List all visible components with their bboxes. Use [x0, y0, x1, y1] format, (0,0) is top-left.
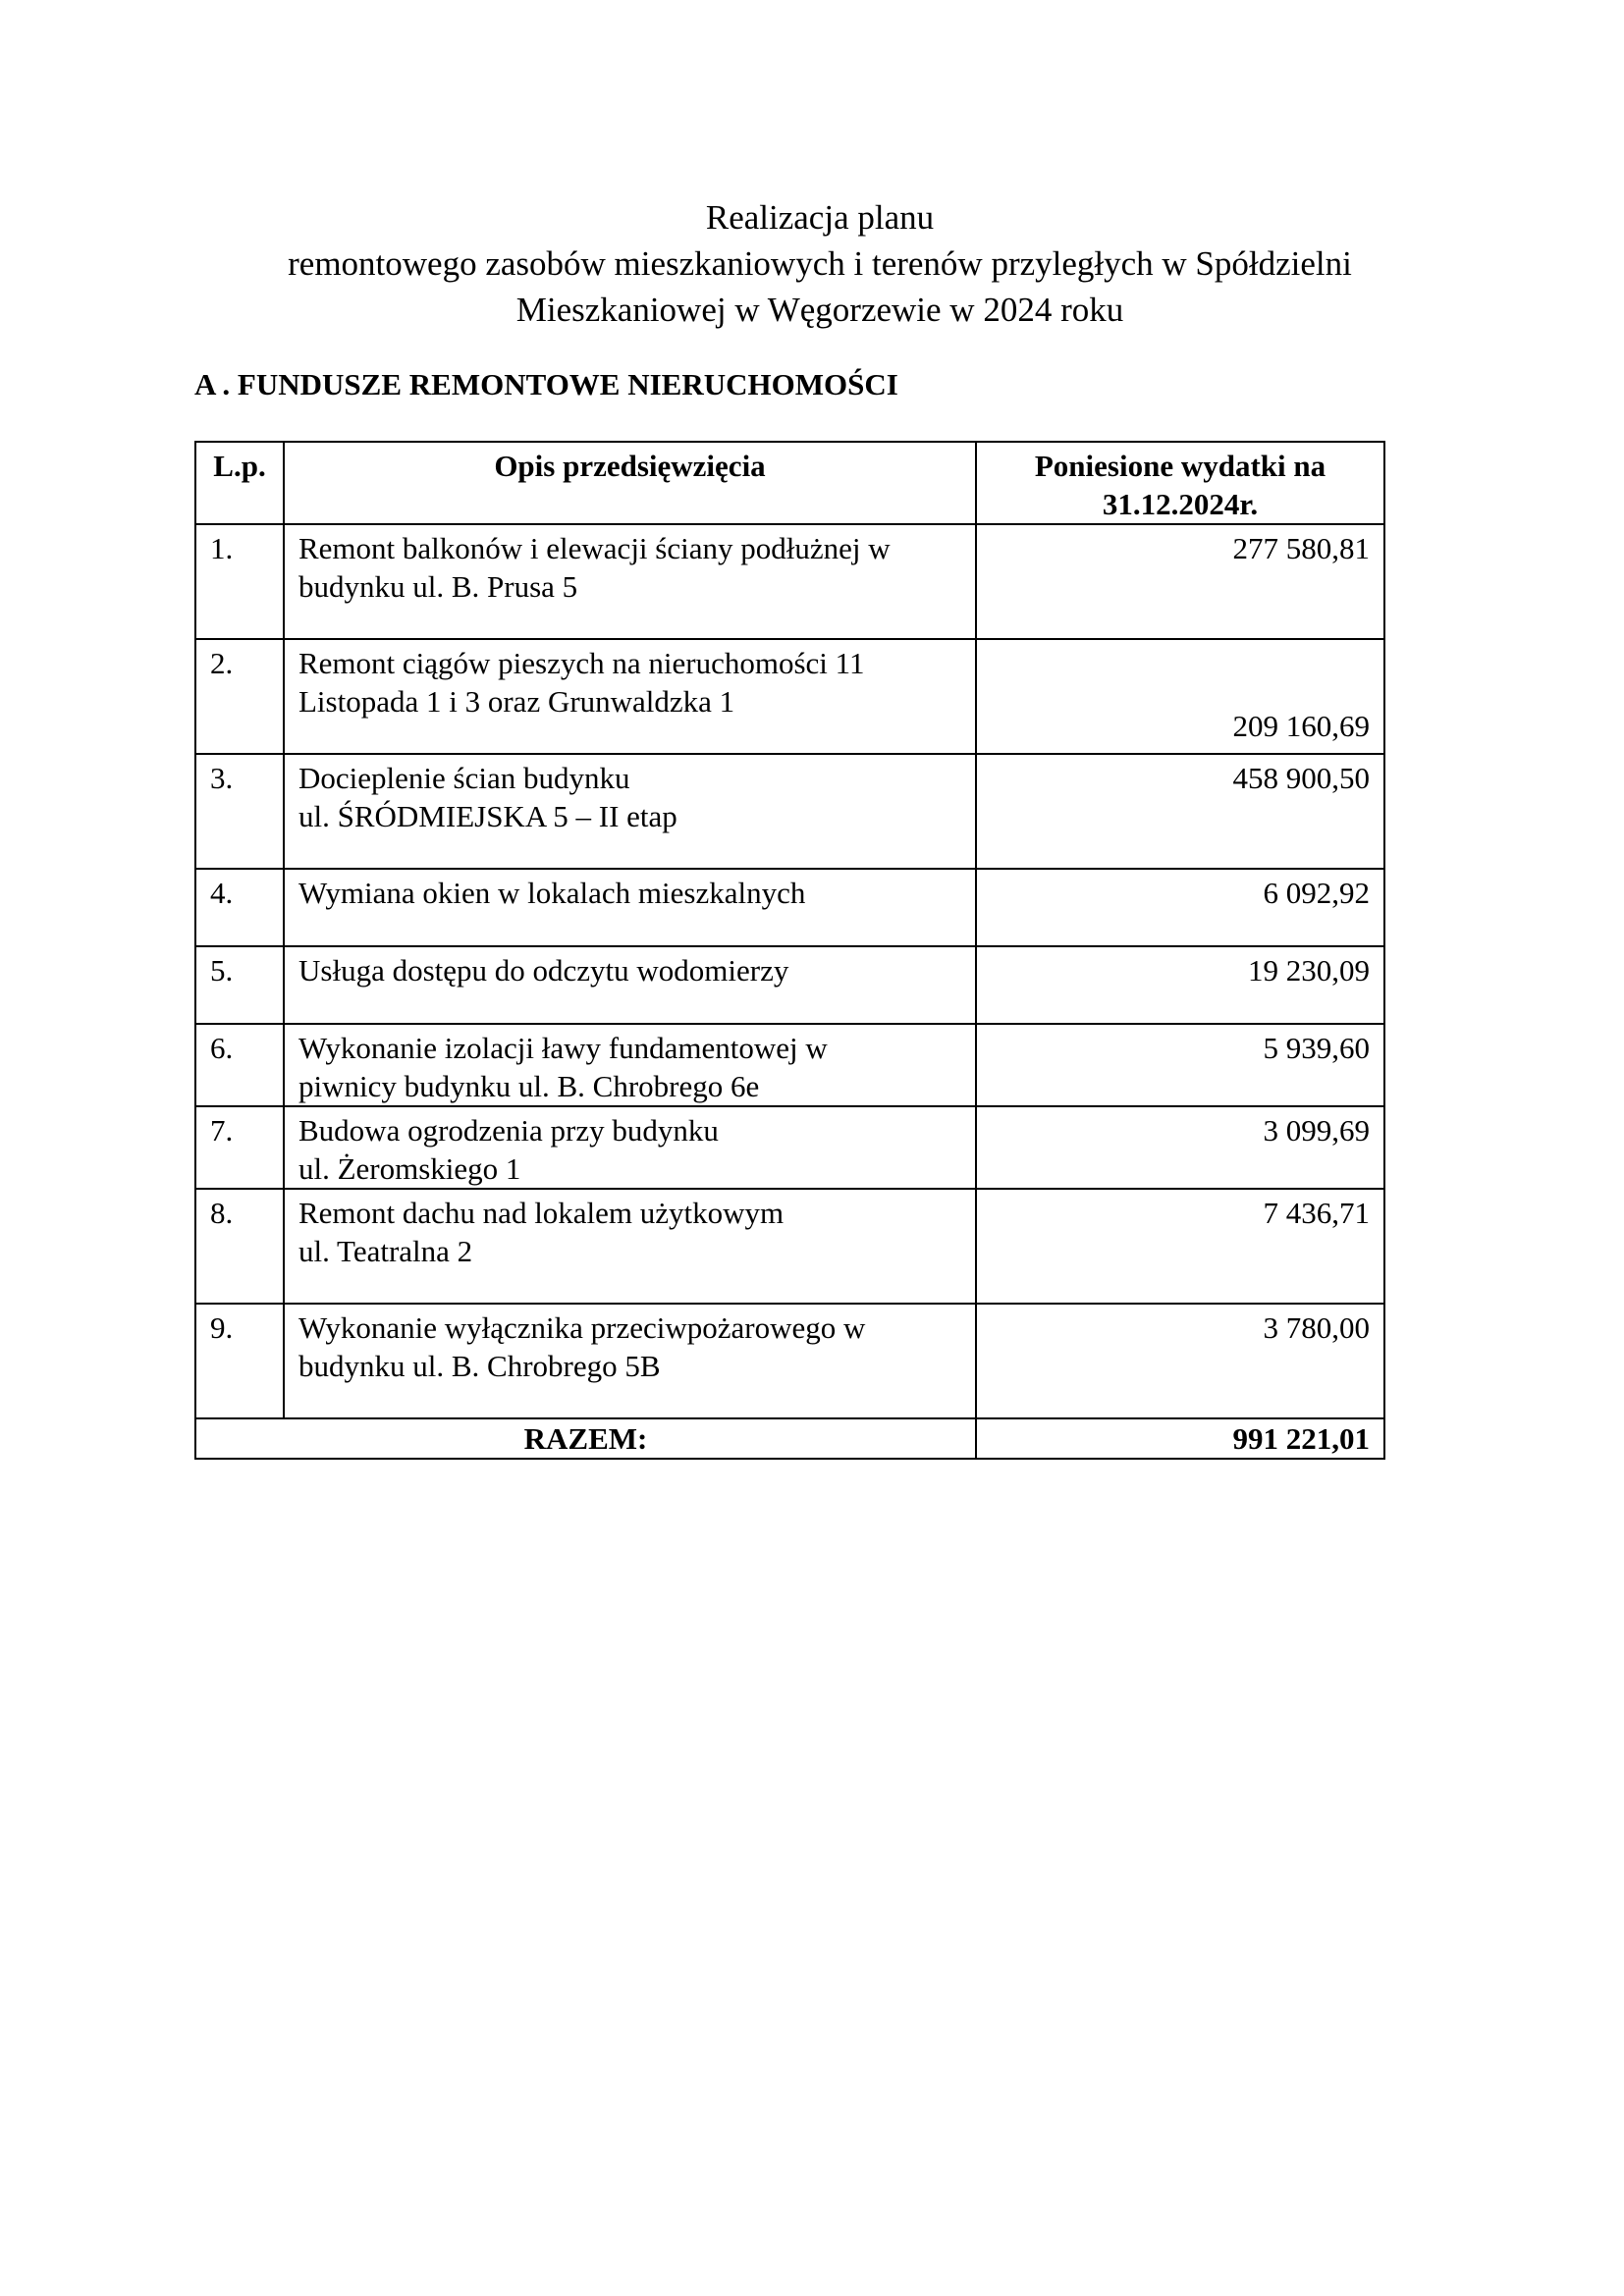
row-description-line-2: ul. Teatralna 2	[298, 1234, 473, 1268]
row-amount: 209 160,69	[976, 639, 1384, 754]
row-lp: 3.	[195, 754, 284, 869]
row-lp: 2.	[195, 639, 284, 754]
header-lp: L.p.	[195, 442, 284, 524]
row-lp: 6.	[195, 1024, 284, 1106]
row-description	[284, 1024, 976, 1106]
row-description-line-2: budynku ul. B. Prusa 5	[298, 569, 578, 604]
header-description: Opis przedsięwzięcia	[284, 442, 976, 524]
row-description-line-1: Docieplenie ścian budynku	[298, 761, 630, 795]
row-amount: 277 580,81	[976, 524, 1384, 639]
row-lp: 7.	[195, 1106, 284, 1189]
total-amount: 991 221,01	[976, 1418, 1384, 1459]
row-description	[284, 1304, 976, 1418]
row-description-line-1: Budowa ogrodzenia przy budynku	[298, 1113, 719, 1148]
row-lp: 8.	[195, 1189, 284, 1304]
row-description	[284, 524, 976, 639]
row-description	[284, 639, 976, 754]
row-description-line-1: Remont balkonów i elewacji ściany podłużnej w	[298, 531, 891, 565]
row-lp: 9.	[195, 1304, 284, 1418]
table-row	[195, 869, 1384, 946]
row-lp: 4.	[195, 869, 284, 946]
header-expenses-line-1: Poniesione wydatki na	[1034, 449, 1326, 483]
row-description-line-2: budynku ul. B. Chrobrego 5B	[298, 1349, 661, 1383]
row-description-line-1: Wykonanie wyłącznika przeciwpożarowego w	[298, 1310, 866, 1345]
table-row	[195, 754, 1384, 869]
document-title	[147, 194, 1492, 333]
table-row	[195, 946, 1384, 1024]
header-expenses	[976, 442, 1384, 524]
row-amount: 3 099,69	[976, 1106, 1384, 1189]
row-amount: 5 939,60	[976, 1024, 1384, 1106]
row-amount: 458 900,50	[976, 754, 1384, 869]
row-description-line-1: Remont dachu nad lokalem użytkowym	[298, 1196, 785, 1230]
table-header-row	[195, 442, 1384, 524]
row-amount: 6 092,92	[976, 869, 1384, 946]
total-label: RAZEM:	[195, 1418, 976, 1459]
table-row	[195, 1106, 1384, 1189]
row-description-line-2: Listopada 1 i 3 oraz Grunwaldzka 1	[298, 684, 735, 719]
row-amount: 19 230,09	[976, 946, 1384, 1024]
table-row	[195, 1024, 1384, 1106]
row-description-line-2: ul. ŚRÓDMIEJSKA 5 – II etap	[298, 799, 677, 833]
table-total-row	[195, 1418, 1384, 1459]
row-description-line-1: Remont ciągów pieszych na nieruchomości 11	[298, 646, 865, 680]
table-row	[195, 639, 1384, 754]
row-description	[284, 1106, 976, 1189]
section-heading: A . FUNDUSZE REMONTOWE NIERUCHOMOŚCI	[194, 367, 898, 401]
title-line-3: Mieszkaniowej w Węgorzewie w 2024 roku	[515, 291, 1124, 329]
row-description-line-1: Wykonanie izolacji ławy fundamentowej w	[298, 1031, 828, 1065]
row-description-line-1: Usługa dostępu do odczytu wodomierzy	[298, 953, 789, 988]
table-row	[195, 1304, 1384, 1418]
row-description-line-2: ul. Żeromskiego 1	[298, 1151, 521, 1186]
row-description	[284, 754, 976, 869]
header-expenses-line-2: 31.12.2024r.	[1102, 487, 1259, 521]
row-description	[284, 946, 976, 1024]
row-lp: 1.	[195, 524, 284, 639]
row-amount: 3 780,00	[976, 1304, 1384, 1418]
row-description	[284, 1189, 976, 1304]
row-description-line-1: Wymiana okien w lokalach mieszkalnych	[298, 876, 806, 910]
row-description	[284, 869, 976, 946]
table-row	[195, 1189, 1384, 1304]
repair-funds-table	[194, 441, 1385, 1460]
table-row	[195, 524, 1384, 639]
title-line-1: Realizacja planu	[705, 198, 935, 237]
row-description-line-2: piwnicy budynku ul. B. Chrobrego 6e	[298, 1069, 760, 1103]
row-lp: 5.	[195, 946, 284, 1024]
row-amount: 7 436,71	[976, 1189, 1384, 1304]
title-line-2: remontowego zasobów mieszkaniowych i terenów przyległych w Spółdzielni	[288, 244, 1352, 283]
